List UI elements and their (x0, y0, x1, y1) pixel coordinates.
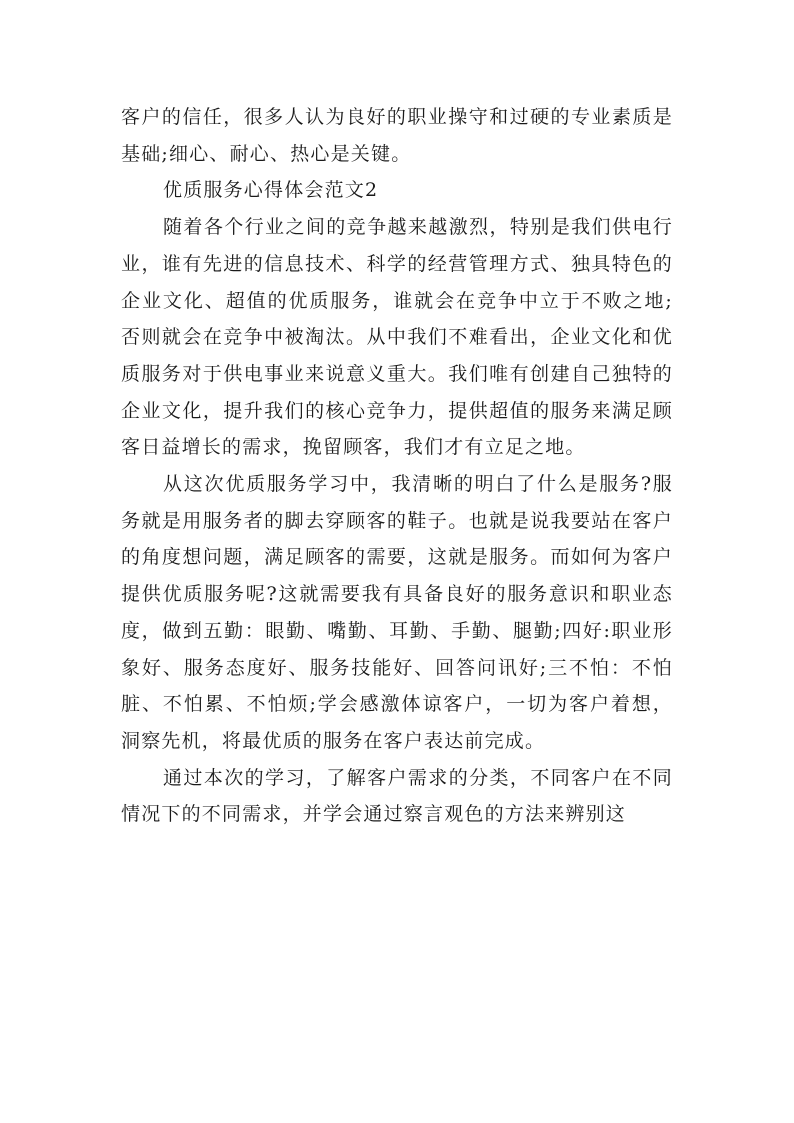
paragraph: 通过本次的学习，了解客户需求的分类，不同客户在不同情况下的不同需求，并学会通过察言观色的方法来辨别这 (121, 766, 673, 826)
section-heading: 优质服务心得体会范文2 (163, 179, 379, 202)
paragraph: 随着各个行业之间的竞争越来越激烈，特别是我们供电行业，谁有先进的信息技术、科学的经营管理方式、独具特色的企业文化、超值的优质服务，谁就会在竞争中立于不败之地;否则就会在竞争中被淘汰。从中我们不难看出，企业文化和优质服务对于供电事业来说意义重大。我们唯有创建自己独特的企业文化，提升我们的核心竞争力，提供超值的服务来满足顾客日益增长的需求，挽留顾客，我们才有立足之地。 (121, 216, 673, 459)
paragraph: 从这次优质服务学习中，我清晰的明白了什么是服务?服务就是用服务者的脚去穿顾客的鞋子。也就是说我要站在客户的角度想问题，满足顾客的需要，这就是服务。而如何为客户提供优质服务呢?这就需要我有具备良好的服务意识和职业态度，做到五勤：眼勤、嘴勤、耳勤、手勤、腿勤;四好:职业形象好、服务态度好、服务技能好、回答问讯好;三不怕：不怕脏、不怕累、不怕烦;学会感激体谅客户，一切为客户着想，洞察先机，将最优质的服务在客户表达前完成。 (121, 473, 673, 752)
document-body (121, 99, 673, 833)
paragraph-continuation: 客户的信任，很多人认为良好的职业操守和过硬的专业素质是基础;细心、耐心、热心是关键。 (121, 106, 673, 165)
